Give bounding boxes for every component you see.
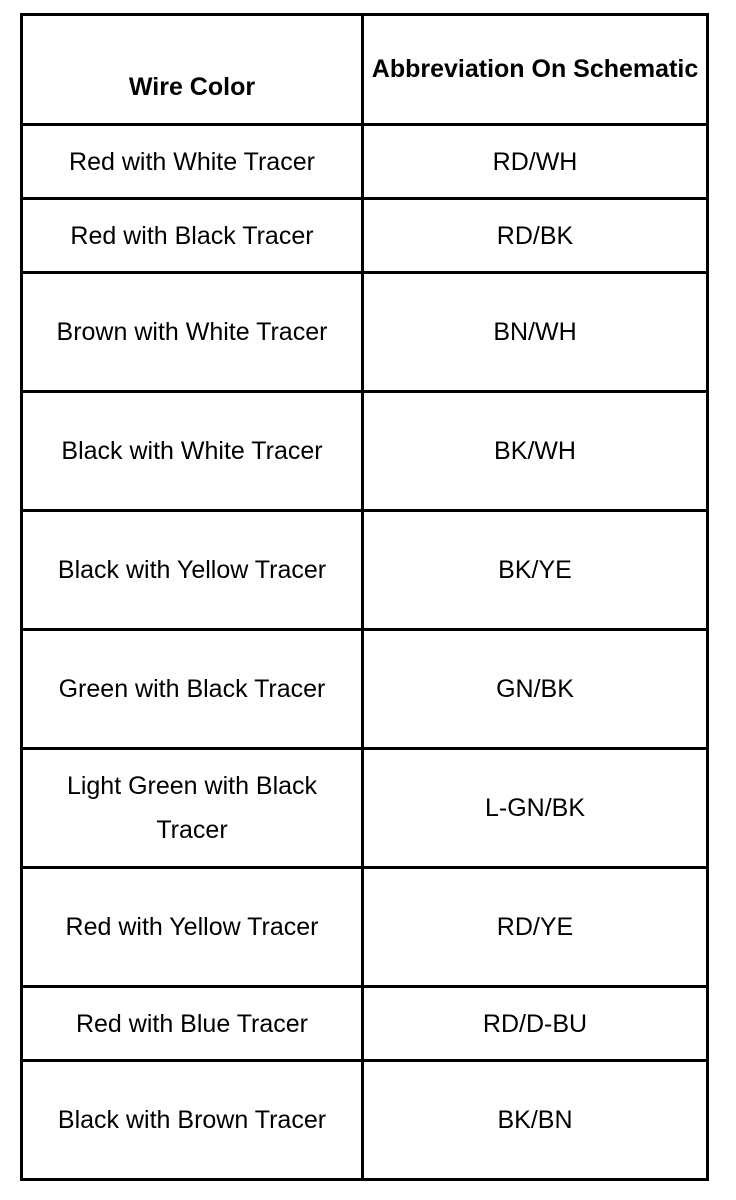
abbreviation-cell: RD/WH	[363, 125, 708, 199]
wire-color-cell: Light Green with Black Tracer	[22, 749, 363, 868]
abbreviation-cell: RD/D-BU	[363, 987, 708, 1061]
abbreviation-cell: RD/YE	[363, 868, 708, 987]
table-row	[22, 987, 708, 1061]
abbreviation-cell: BK/YE	[363, 511, 708, 630]
wire-color-table	[20, 13, 709, 1181]
abbreviation-cell: BN/WH	[363, 273, 708, 392]
abbreviation-cell: BK/WH	[363, 392, 708, 511]
table-row	[22, 511, 708, 630]
wire-color-cell: Black with White Tracer	[22, 392, 363, 511]
header-row	[22, 15, 708, 125]
table-row	[22, 273, 708, 392]
table-row	[22, 630, 708, 749]
abbreviation-cell: RD/BK	[363, 199, 708, 273]
header-wire-color: Wire Color	[22, 15, 363, 125]
wire-color-cell: Black with Brown Tracer	[22, 1061, 363, 1180]
wire-color-cell: Red with Black Tracer	[22, 199, 363, 273]
table-row	[22, 868, 708, 987]
table-row	[22, 199, 708, 273]
table-row	[22, 1061, 708, 1180]
table-row	[22, 125, 708, 199]
wire-color-cell: Red with White Tracer	[22, 125, 363, 199]
wire-color-cell: Black with Yellow Tracer	[22, 511, 363, 630]
wire-color-cell: Brown with White Tracer	[22, 273, 363, 392]
wire-color-cell: Red with Blue Tracer	[22, 987, 363, 1061]
abbreviation-cell: BK/BN	[363, 1061, 708, 1180]
abbreviation-cell: L-GN/BK	[363, 749, 708, 868]
wire-color-cell: Green with Black Tracer	[22, 630, 363, 749]
wire-color-cell: Red with Yellow Tracer	[22, 868, 363, 987]
header-abbreviation: Abbreviation On Schematic	[363, 15, 708, 125]
table-row	[22, 749, 708, 868]
table-row	[22, 392, 708, 511]
abbreviation-cell: GN/BK	[363, 630, 708, 749]
